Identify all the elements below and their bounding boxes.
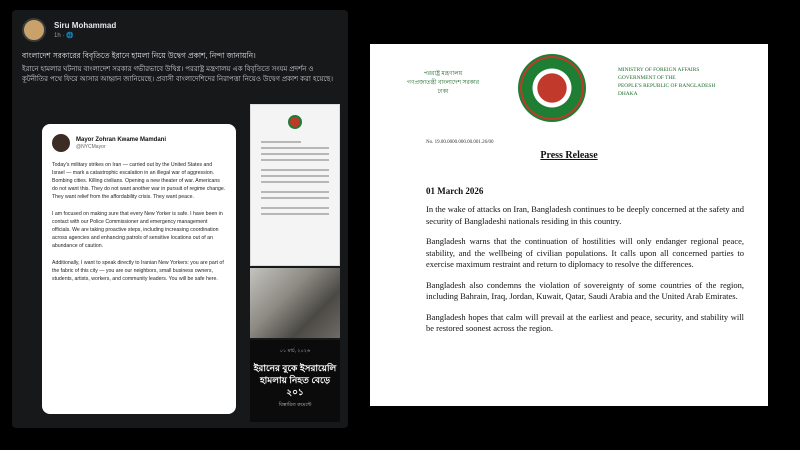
post-body: ইরানে হামলার ঘটনায় বাংলাদেশ সরকার গভীরভাবে উদ্বিগ্ন। পররাষ্ট্র মন্ত্রণালয় এক বিবৃতিতে সংযম প্রদর্শন ও কূটনীতির পথে ফিরে আসার আহ্বান জানিয়েছে। প্রবাসী বাংলাদেশিদের নিরাপত্তা নিয়েও উদ্বেগ প্রকাশ করা হয়েছে। — [22, 66, 334, 83]
photo-thumbnail[interactable] — [250, 268, 340, 338]
letterhead-line: ঢাকা — [437, 89, 449, 95]
letterhead-line: পররাষ্ট্র মন্ত্রণালয় — [423, 71, 463, 77]
tweet-screenshot[interactable] — [42, 124, 236, 414]
letterhead-line: PEOPLE'S REPUBLIC OF BANGLADESH — [618, 83, 716, 89]
post-attachments — [16, 102, 344, 428]
news-card-thumbnail[interactable] — [250, 340, 340, 422]
press-release-paragraph: In the wake of attacks on Iran, Bangladesh continues to be deeply concerned at the safety and security of Bangladeshi nationals residing in this country. — [426, 204, 744, 226]
tweet-avatar — [52, 134, 70, 152]
tweet-paragraph: I am focused on making sure that every New Yorker is safe. I have been in contact with our Police Commissioner and emergency management officials. We are taking proactive steps, including increasing coordination across agencies and enhancing patrols of sensitive locations out of an abundance of caution. — [52, 211, 223, 249]
tweet-paragraph: Additionally, I want to speak directly to Iranian New Yorkers: you are part of the fabric of this city — you are our neighbors, small business owners, students, artists, workers, and community leaders. You will be safe here. — [52, 260, 224, 282]
post-header — [12, 10, 348, 46]
letterhead-line: DHAKA — [618, 91, 638, 97]
press-release-date: 01 March 2026 — [426, 186, 484, 196]
facebook-post — [12, 10, 348, 428]
bangla-letterhead — [404, 70, 482, 97]
press-release-paragraph: Bangladesh also condemns the violation of sovereignty of some countries of the region, including Bahrain, Iraq, Jordan, Kuwait, Qatar, Saudi Arabia and the United Arab Emirates. — [426, 279, 744, 301]
press-release-paragraph: Bangladesh warns that the continuation of hostilities will only endanger regional peace, stability, and the wellbeing of civilian populations. It calls upon all concerned parties to exercise maximum restraint and return to diplomacy to resolve the differences. — [426, 236, 744, 269]
news-card-date: ০১ মার্চ, ২০২৬ — [279, 348, 311, 354]
press-release-title: Press Release — [540, 150, 598, 161]
letterhead-line: MINISTRY OF FOREIGN AFFAIRS — [618, 67, 700, 73]
author-name[interactable]: Siru Mohammad — [54, 21, 117, 30]
press-release-thumbnail[interactable] — [250, 104, 340, 266]
news-card-title: ইরানের বুকে ইসরায়েলি হামলায় নিহত বেড়ে ২০১ — [253, 363, 337, 397]
emblem-icon — [288, 115, 302, 129]
press-release-document — [370, 44, 768, 406]
reference-number: No. 19.00.0000.000.00.001.26/00 — [426, 140, 494, 145]
english-letterhead — [618, 66, 758, 98]
post-time[interactable]: 1h · 🌐 — [54, 33, 74, 39]
post-headline: বাংলাদেশ সরকারের বিবৃতিতে ইরানে হামলা নিয়ে উদ্বেগ প্রকাশ, নিন্দা জানায়নি। — [22, 51, 256, 60]
press-release-body — [426, 204, 744, 344]
tweet-author-handle: @NYCMayor — [76, 143, 106, 150]
press-release-paragraph: Bangladesh hopes that calm will prevail at the earliest and peace, security, and stability will be restored soonest across the region. — [426, 311, 744, 333]
tweet-author-name: Mayor Zohran Kwame Mamdani — [76, 136, 167, 143]
news-card-subtitle: বিস্তারিত কমেন্টে — [278, 402, 312, 408]
tweet-paragraph: Today's military strikes on Iran — carried out by the United States and Israel — mark a catastrophic escalation in an illegal war of aggression. Bombing cities. Killing civilians. Opening a new theater of war. Americans do not want this. They do not want another war in pursuit of regime change. They want relief from the affordability crisis. They want peace. — [52, 162, 226, 200]
tweet-header — [52, 134, 226, 152]
letterhead-line: GOVERNMENT OF THE — [618, 75, 676, 81]
author-avatar[interactable] — [22, 18, 46, 42]
letterhead-line: গণপ্রজাতন্ত্রী বাংলাদেশ সরকার — [406, 80, 480, 86]
bangladesh-emblem-icon — [518, 54, 586, 122]
author-meta — [54, 21, 116, 39]
